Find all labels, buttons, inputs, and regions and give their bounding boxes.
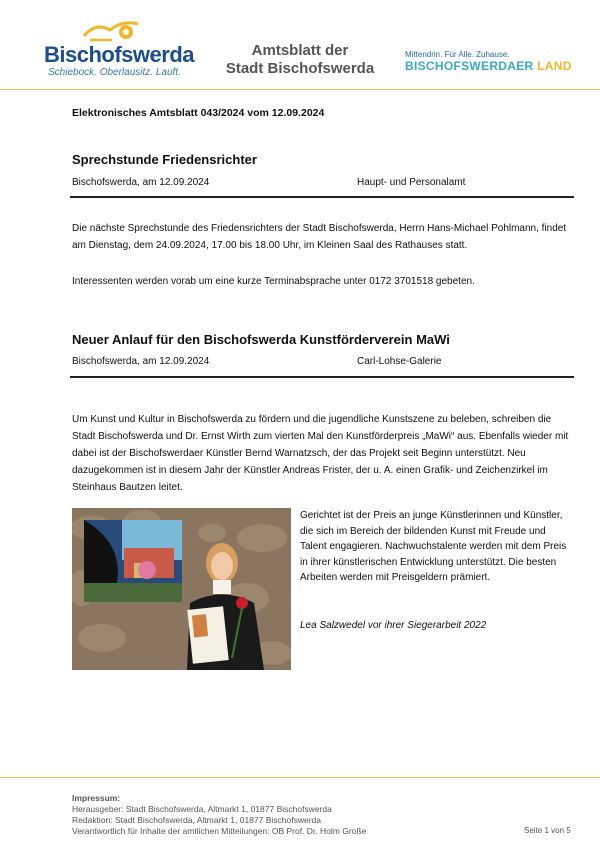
schiebock-logo-icon — [82, 18, 142, 44]
impressum-title: Impressum: — [72, 793, 121, 803]
land-name-part2: LAND — [537, 59, 572, 73]
section-date: Bischofswerda, am 12.09.2024 — [72, 177, 210, 188]
section-title-kunstfoerderverein: Neuer Anlauf für den Bischofswerda Kunstförderverein MaWi — [72, 332, 450, 347]
logo-tagline: Schiebock. Oberlausitz. Lauft. — [48, 67, 181, 78]
bischofswerdaer-land-logo — [405, 50, 585, 73]
section-divider — [70, 196, 574, 198]
impressum-responsible: Verantwortlich für Inhalte der amtlichen Mitteilungen: OB Prof. Dr. Holm Große — [72, 826, 367, 836]
impressum — [72, 793, 366, 837]
impressum-publisher: Herausgeber: Stadt Bischofswerda, Altmarkt 1, 01877 Bischofswerda — [72, 804, 332, 814]
document-info: Elektronisches Amtsblatt 043/2024 vom 12.09.2024 — [72, 107, 325, 119]
land-slogan: Mittendrin. Für Alle. Zuhause. — [405, 50, 510, 59]
section-department: Carl-Lohse-Galerie — [357, 356, 442, 367]
paragraph: Interessenten werden vorab um eine kurze Terminabsprache unter 0172 3701518 gebeten. — [72, 276, 475, 287]
bischofswerda-logo — [44, 18, 194, 80]
page-title — [205, 42, 395, 78]
header-divider — [0, 89, 600, 90]
paragraph: Die nächste Sprechstunde des Friedensrichters der Stadt Bischofswerda, Herrn Hans-Michael Pohlmann, findet am Dienstag, dem 24.09.2024, 17.00 bis 18.00 Uhr, im Kleinen Saal des Rathauses statt. — [72, 223, 567, 251]
photo-caption: Lea Salzwedel vor ihrer Siegerarbeit 2022 — [300, 620, 487, 631]
section-department: Haupt- und Personalamt — [357, 177, 466, 188]
section-divider — [70, 376, 574, 378]
title-line-1: Amtsblatt der — [251, 42, 349, 59]
section-date: Bischofswerda, am 12.09.2024 — [72, 356, 210, 367]
award-photo — [72, 508, 291, 670]
land-name — [405, 59, 585, 73]
footer-divider — [0, 777, 600, 778]
title-line-2: Stadt Bischofswerda — [225, 60, 375, 77]
impressum-editorial: Redaktion: Stadt Bischofswerda, Altmarkt 1, 01877 Bischofswerda — [72, 815, 321, 825]
logo-brand-text: Bischofswerda — [44, 42, 194, 67]
prize-description: Gerichtet ist der Preis an junge Künstlerinnen und Künstler, die sich im Bereich der bildenden Kunst mit Freude und Talent engagieren. Nachwuchstalente werden mit dem Preis in ihrer künstlerischen Entwicklung unterstützt. Die besten Arbeiten werden mit Preisgeldern prämiert. — [300, 510, 567, 583]
section-title-friedensrichter: Sprechstunde Friedensrichter — [72, 152, 257, 167]
page-number: Seite 1 von 5 — [524, 826, 571, 835]
paragraph: Um Kunst und Kultur in Bischofswerda zu fördern und die jugendliche Kunstszene zu beleben, schreiben die Stadt Bischofswerda und Dr. Ernst Wirth zum vierten Mal den Kunstförderpreis „MaWi“ aus. Ebenfalls wieder mit dabei ist der Bischofswerdaer Künstler Bernd Warnatzsch, der das Projekt seit Beginn unterstützt. Neu dazugekommen ist in diesem Jahr der Künstler Andreas Frister, der u. A. einen Grafik- und Zeichenzirkel im Steinhaus Bautzen leitet. — [72, 414, 569, 493]
land-name-part1: BISCHOFSWERDAER — [405, 59, 538, 73]
